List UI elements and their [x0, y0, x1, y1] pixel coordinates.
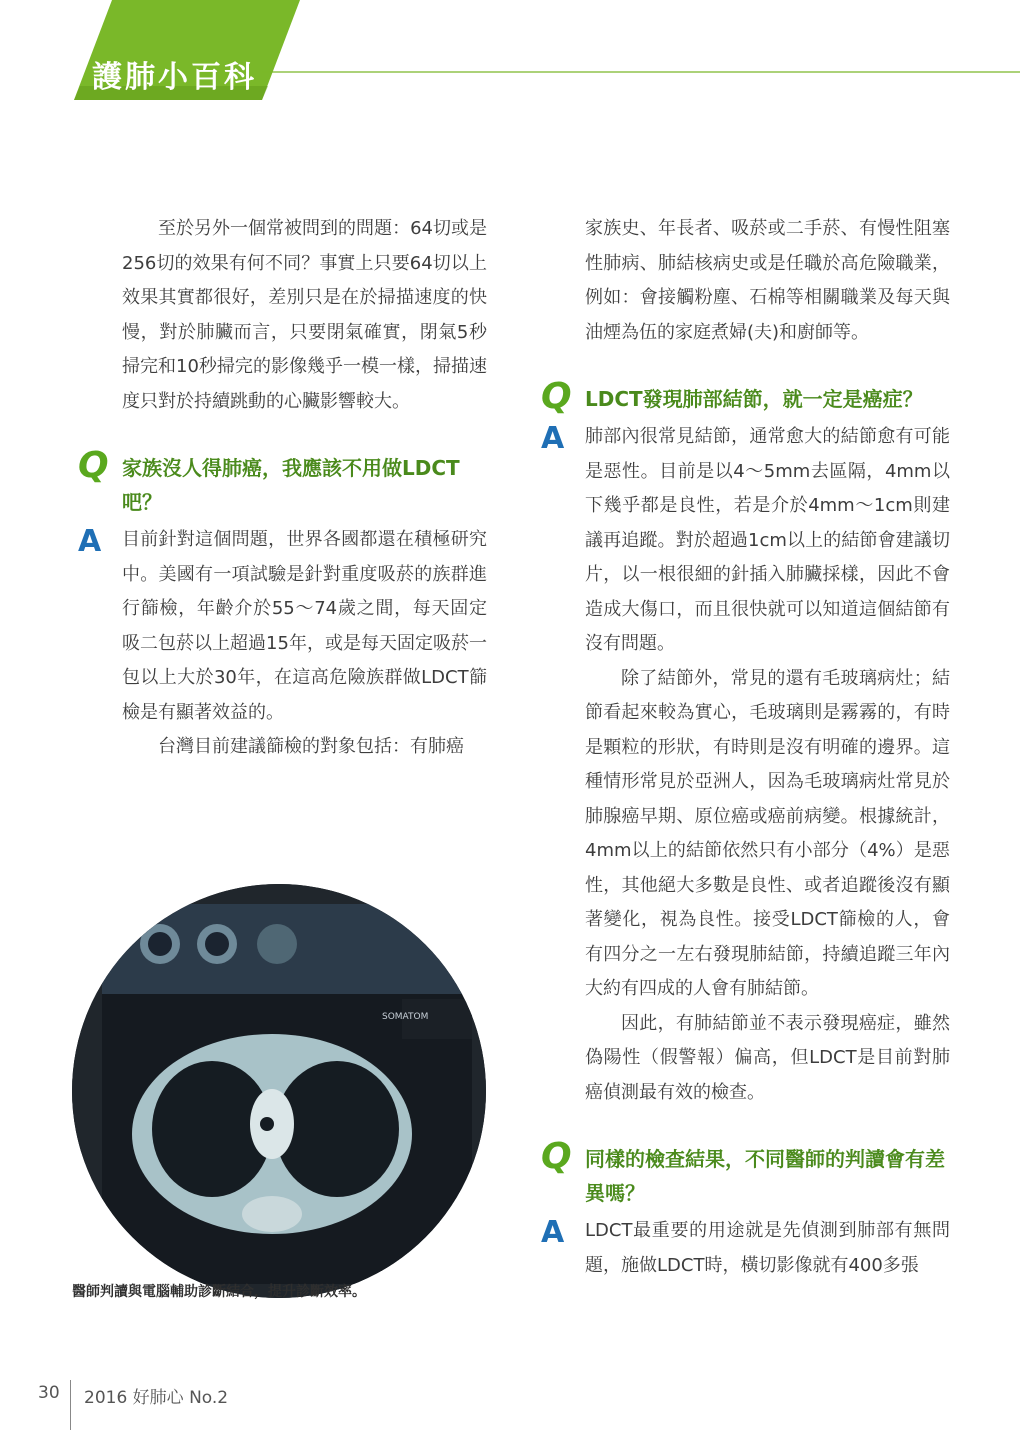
question-2: LDCT發現肺部結節，就一定是癌症？	[585, 387, 923, 411]
svg-text:SOMATOM: SOMATOM	[382, 1012, 429, 1022]
a-mark-icon: A	[541, 421, 565, 456]
left-column	[78, 212, 487, 765]
answer-2-para3: 因此，有肺結節並不表示發現癌症，雖然偽陽性（假警報）偏高，但LDCT是目前對肺癌偵測最有效的檢查。	[585, 1012, 950, 1103]
qa-block-1	[78, 445, 487, 519]
right-column	[541, 212, 950, 1283]
answer-1: 目前針對這個問題，世界各國都還在積極研究中。美國有一項試驗是針對重度吸菸的族群進行篩檢，年齡介於55～74歲之間，每天固定吸二包菸以上超過15年，或是每天固定吸菸一包以上大於30年，在這高危險族群做LDCT篩檢是有顯著效益的。	[122, 529, 487, 723]
issue-label: 2016 好肺心 No.2	[84, 1388, 229, 1408]
ct-scan-photo	[72, 884, 486, 1298]
image-caption: 醫師判讀與電腦輔助診斷結合，提升診斷效率。	[72, 1284, 366, 1300]
section-title: 護肺小百科	[92, 60, 257, 95]
page-number: 30	[38, 1383, 60, 1403]
qa-block-2	[541, 376, 950, 417]
answer-block-1	[78, 523, 487, 765]
answer-2: 肺部內很常見結節，通常愈大的結節愈有可能是惡性。目前是以4～5mm去區隔，4mm以下幾乎都是良性，若是介於4mm～1cm則建議再追蹤。對於超過1cm以上的結節會建議切片，以一根很細的針插入肺臟採樣，因此不會造成大傷口，而且很快就可以知道這個結節有沒有問題。	[585, 426, 950, 654]
qa-block-3	[541, 1136, 950, 1210]
question-3: 同樣的檢查結果，不同醫師的判讀會有差異嗎？	[585, 1147, 945, 1205]
answer-block-2	[541, 420, 950, 1110]
q-mark-icon: Q	[541, 376, 572, 417]
continuation-paragraph: 家族史、年長者、吸菸或二手菸、有慢性阻塞性肺病、肺結核病史或是任職於高危險職業，例如：會接觸粉塵、石棉等相關職業及每天與油煙為伍的家庭煮婦(夫)和廚師等。	[585, 218, 950, 343]
a-mark-icon: A	[78, 524, 102, 559]
intro-paragraph: 至於另外一個常被問到的問題：64切或是256切的效果有何不同？事實上只要64切以上效果其實都很好，差別只是在於掃描速度的快慢，對於肺臟而言，只要閉氣確實，閉氣5秒掃完和10秒掃完的影像幾乎一模一樣，掃描速度只對於持續跳動的心臟影響較大。	[122, 218, 487, 412]
answer-2-para2: 除了結節外，常見的還有毛玻璃病灶；結節看起來較為實心，毛玻璃則是霧霧的，有時是顆粒的形狀，有時則是沒有明確的邊界。這種情形常見於亞洲人，因為毛玻璃病灶常見於肺腺癌早期、原位癌或癌前病變。根據統計，4mm以上的結節依然只有小部分（4%）是惡性，其他絕大多數是良性、或者追蹤後沒有顯著變化，視為良性。接受LDCT篩檢的人，會有四分之一左右發現肺結節，持續追蹤三年內大約有四成的人會有肺結節。	[585, 667, 950, 999]
answer-1-followup: 台灣目前建議篩檢的對象包括：有肺癌	[158, 736, 464, 757]
answer-3: LDCT最重要的用途就是先偵測到肺部有無問題，施做LDCT時，橫切影像就有400多張	[585, 1220, 950, 1276]
ct-scan-monitor-icon	[72, 884, 486, 1298]
q-mark-icon: Q	[78, 445, 109, 486]
q-mark-icon: Q	[541, 1136, 572, 1177]
question-1: 家族沒人得肺癌，我應該不用做LDCT吧？	[122, 456, 460, 514]
footer-divider	[70, 1380, 71, 1430]
answer-block-3	[541, 1214, 950, 1283]
a-mark-icon: A	[541, 1215, 565, 1250]
